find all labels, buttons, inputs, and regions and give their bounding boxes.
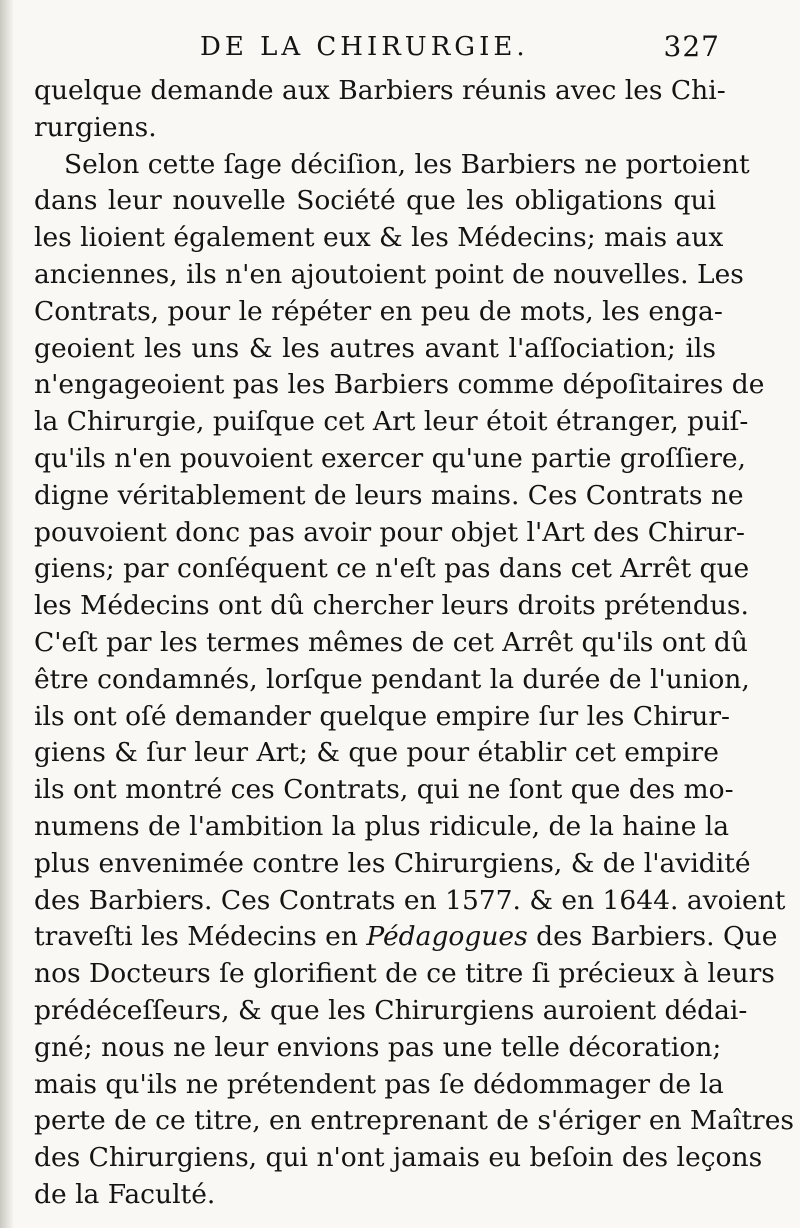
text-line: anciennes, ils n'en ajoutoient point de nouvelles. Les: [34, 258, 744, 290]
text-line: plus envenimée contre les Chirurgiens, & de l'avidité: [34, 847, 751, 879]
line-segment: traveſti les Médecins en: [34, 921, 367, 953]
text-line: ils ont montré ces Contrats, qui ne ſont que des mo-: [34, 774, 734, 806]
text-line-with-emphasis: [34, 919, 778, 956]
text-line: giens & ſur leur Art; & que pour établir cet empire: [34, 737, 719, 769]
text-line: gné; nous ne leur envions pas une telle décoration;: [34, 1031, 722, 1063]
text-line: ils ont oſé demander quelque empire ſur les Chirur-: [34, 700, 730, 732]
text-line: des Chirurgiens, qui n'ont jamais eu beſoin des leçons: [34, 1142, 763, 1174]
text-line: digne véritablement de leurs mains. Ces Contrats ne: [34, 479, 744, 511]
text-line: numens de l'ambition la plus ridicule, de la haine la: [34, 810, 730, 842]
text-line: dans leur nouvelle Société que les obligations qui: [34, 185, 716, 217]
text-line: prédéceſſeurs, & que les Chirurgiens auroient dédai-: [34, 994, 748, 1026]
running-title: DE LA CHIRURGIE.: [200, 32, 529, 62]
text-line: perte de ce titre, en entreprenant de s'ériger en Maîtres: [34, 1105, 794, 1137]
text-line: rurgiens.: [34, 111, 157, 143]
text-line: être condamnés, lorſque pendant la durée de l'union,: [34, 663, 750, 695]
text-line: giens; par conſéquent ce n'eſt pas dans cet Arrêt que: [34, 553, 750, 585]
body-text: [34, 73, 794, 1214]
text-line: mais qu'ils ne prétendent pas ſe dédommager de la: [34, 1068, 724, 1100]
text-line: C'eſt par les termes mêmes de cet Arrêt qu'ils ont dû: [34, 626, 748, 658]
text-line: de la Faculté.: [34, 1178, 216, 1210]
text-line: n'engageoient pas les Barbiers comme dépoſitaires de: [34, 369, 765, 401]
emphasized-word: Pédagogues: [366, 921, 528, 953]
line-segment: des Barbiers. Que: [527, 921, 778, 953]
text-line: quelque demande aux Barbiers réunis avec les Chi-: [34, 75, 726, 106]
text-line: la Chirurgie, puiſque cet Art leur étoit étranger, puiſ-: [34, 406, 749, 438]
paragraph-first-line: Selon cette ſage déciſion, les Barbiers ne portoient: [64, 148, 750, 180]
text-line: geoient les uns & les autres avant l'aſſociation; ils: [34, 332, 716, 364]
text-line: des Barbiers. Ces Contrats en 1577. & en 1644. avoient: [34, 884, 786, 916]
text-line: les lioient également eux & les Médecins; mais aux: [34, 222, 724, 254]
text-line: les Médecins ont dû chercher leurs droits prétendus.: [34, 590, 749, 622]
page-number: 327: [663, 30, 720, 63]
text-line: Contrats, pour le répéter en peu de mots, les enga-: [34, 295, 723, 327]
text-line: nos Docteurs ſe glorifient de ce titre ſi précieux à leurs: [34, 958, 775, 990]
text-line: qu'ils n'en pouvoient exercer qu'une partie groſſiere,: [34, 442, 746, 474]
page-header: [30, 28, 720, 68]
gutter-shadow: [0, 0, 14, 1228]
text-line: pouvoient donc pas avoir pour objet l'Art des Chirur-: [34, 516, 745, 548]
